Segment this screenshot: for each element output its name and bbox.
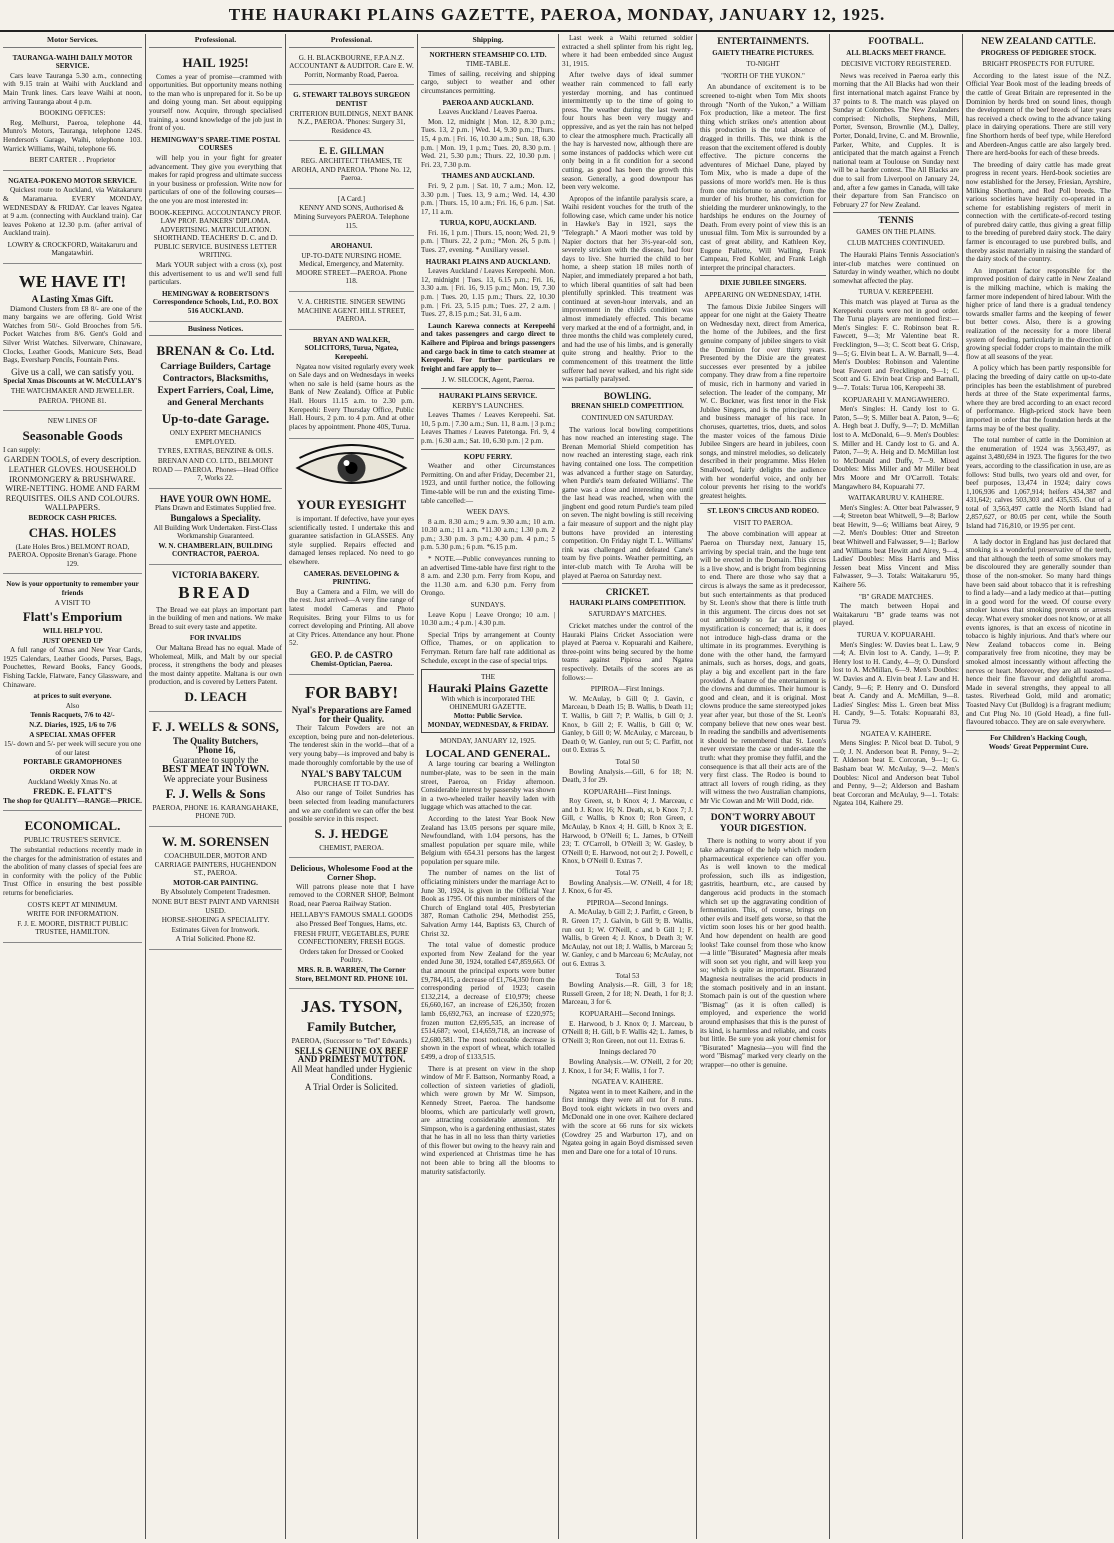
ad-holes — [3, 414, 142, 574]
route-subheading: KERBY'S LAUNCHES. — [452, 401, 524, 410]
ad-text: Their Talcum Powders are not an exception, being pure and non-deleterious. The tenderest skin in the world—that of a very young baby—is improved and baby is made thoroughly comfortable by the use of — [289, 724, 414, 767]
bowling-analysis: Bowling Analysis.—R. Gill, 3 for 18; Russell Green, 2 for 18; N. Death, 1 for 8; J. Marceau, 3 for 6. — [562, 981, 693, 1007]
article-paragraph: There is at present on view in the shop window of Mr F. Battson, Normanby Road, a collection of sixteen varieties of gladioli, which were grown by Mr W. Simpson, Kennedy Street, Paeroa. The handsome blooms, which are particularly well grown, are attracting considerable attention. Mr Simpson, who is a gardening enthusiast, states that he has in all no less than thirty varieties of this flower but owing to the heavy rain and wind experienced at Christmas time he has not been able to bring all the blooms to maturity satisfactorily. — [421, 1064, 555, 1176]
ad-address: BRENAN AND CO. LTD., BELMONT ROAD — PAEROA. Phones—Head Office 7, Works 22. — [152, 457, 279, 483]
ad-text: Reg. Melhurst, Paeroa, telephone 44. Munro's Motors, Tauranga, telephone 124S. Henderson's Garage, Waihi, telephone 103. Warrick Williams, Waihi, telephone 66. — [3, 118, 142, 153]
ad-proprietor: LOWRY & CROCKFORD, Waitakaruru and Mangatawhiri. — [7, 240, 138, 258]
ad-headline: W. M. SORENSEN — [161, 834, 270, 850]
column-entertainments — [697, 34, 830, 1539]
ad-proprietor: D. LEACH — [184, 688, 247, 704]
ad-title: AROHANUI. — [330, 242, 373, 251]
ad-text: Diamond Clusters from £8 8/- are one of the many bargains we are offering. Gold Wrist Watches from 50/-. Gold Brooches from 5/6. Pocket Watches from 8/6. Gent's Gold and Silver Wrist Watches. Silverware, Chinaware, Clocks, Leather Goods, Manicure Sets, Bead Bags, Eversharp Pencils, Fountain Pens. — [3, 304, 142, 365]
ad-text: By Absolutely Competent Tradesmen. — [160, 888, 271, 897]
column-news — [559, 34, 697, 1539]
ad-text: HORSE-SHOEING A SPECIALITY. — [161, 916, 270, 925]
ad-headline: ECONOMICAL. — [24, 818, 121, 834]
ad-text: HELLABY'S FAMOUS SMALL GOODS also Pressed Beef Tongues, Hams, etc. — [290, 911, 413, 928]
column-cattle — [963, 34, 1114, 1539]
bowling-analysis: Bowling Analysis.—W. O'Neill, 2 for 20; J. Knox, 1 for 34; F. Wallis, 1 for 7. — [562, 1057, 693, 1075]
ad-text: REG. ARCHITECT THAMES, TE AROHA, AND PAEROA. 'Phone No. 12, Paeroa. — [291, 156, 412, 183]
ad-address: HEMINGWAY & ROBERTSON'S Correspondence Schools, Ltd., P.O. BOX 516 AUCKLAND. — [152, 289, 279, 316]
match-heading: TURUA V. KEREPEEHI. — [858, 288, 934, 297]
article-paragraph: Ngatea went in to meet Kaihere, and in the first innings they were all out for 8 runs. Boyd took eight wickets in two overs and McDonald one in one over. Kaihere declared with the score at 66 runs for six wickets (Cowdrey 25 and Warburton 17), and on Ngatea going in again Boyd dismissed seven men and Dare one for a total of 10 runs. — [562, 1087, 693, 1156]
shipping-company: NORTHERN STEAMSHIP CO. LTD. — [429, 50, 547, 59]
route-heading: HAURAKI PLAINS AND AUCKLAND. — [425, 257, 551, 266]
nameplate-days: MONDAY, WEDNESDAY, & FRIDAY. — [427, 720, 549, 729]
ad-mccullay — [3, 267, 142, 411]
match-results: Men's Singles: A. Otter beat Palwasser, 9—4; Streeton beat Whitwell, 9—8; Barlow beat Hewitt, 9—6; Williams beat Airey, 9—2. Men's Doubles: Otter and Streeton beat Whitwell and Falwasser, 9—1; Barlow and Williams beat Hewitt and Airey, 9—4. Ladies' Doubles: Miss Harris and Miss Jessen beat Miss Vincent and Miss Falwasser, 9—3. Totals: Waitakaruru 95, Kaihere 56. — [833, 503, 959, 590]
column-professional-2 — [286, 34, 418, 1539]
ad-text: UP-TO-DATE NURSING HOME. Medical, Emergency, and Maternity. MOORE STREET—PAEROA. Phone 118. — [296, 251, 407, 286]
ad-public-trustee — [3, 814, 142, 943]
article-heading: NEW ZEALAND CATTLE. — [981, 37, 1096, 47]
match-heading: NGATEA V. KAIHERE. — [860, 729, 932, 738]
scorecard: E. Harwood, b J. Knox 0; J. Marceau, b O'Neill 8; H. Gill, b F. Wallis 42; L. James, b O'Neill 3; Ron Green, not out 11. Extras 6. — [562, 1019, 693, 1045]
ad-title: VICTORIA BAKERY. — [171, 569, 260, 580]
section-header: Business Notices. — [149, 325, 282, 337]
ad-text: Also our range of Toilet Sundries has been selected from leading manufacturers and we are confident we can offer the best possible service in this respect. — [289, 789, 414, 824]
ad-subtitle: SELLS GENUINE OX BEEF AND PRIMEST MUTTON. — [294, 1045, 409, 1065]
column-motor-services — [0, 34, 146, 1539]
ad-text: 15/- down and 5/- per week will secure you one of our latest — [3, 740, 142, 757]
ad-sorensen — [149, 830, 282, 950]
article-paragraph: News was received in Paeroa early this morning that the All Blacks had won their first international match against France by 37 points to 8. The match was played on Sunday at Colombes. The New Zealanders comprised: Nicholls, Stephens, Mill, Porter, Svenson, Brownlie (M.), Dalley, Porter, Donald, Irvine, C. and M. Brownlie, Parker, White, and Cupples. It is anticipated that the match against a French national team at Toulouse on Sunday next will be a harder contest. The All Blacks are due to sail from Liverpool on January 24, and, after a few games in Canada, will take their departure from San Francisco on February 27 for New Zealand. — [833, 71, 959, 209]
issue-date: MONDAY, JANUARY 12, 1925. — [440, 737, 536, 746]
ad-text: The Bread we eat plays an important part in the building of men and nations. We make Bread to suit every taste and appetite. — [149, 605, 282, 631]
ad-headline: Flatt's Emporium — [22, 609, 123, 625]
ad-warren — [289, 861, 414, 989]
ad-subtitle: THE WATCHMAKER AND JEWELLER. — [10, 387, 135, 395]
article-subheading: TO-NIGHT — [746, 60, 780, 69]
ad-headline: DON'T WORRY ABOUT YOUR DIGESTION. — [710, 813, 816, 835]
ad-subtitle: PORTABLE GRAMOPHONES — [23, 758, 122, 767]
section-header: Professional. — [289, 36, 414, 48]
match-results: The match between Hopai and Waitakaruru "B" grade teams was not played. — [833, 602, 959, 628]
ad-subtitle: WILL HELP YOU. — [42, 627, 103, 636]
ad-christie — [289, 295, 414, 330]
ad-wells — [149, 715, 282, 827]
match-heading: KOPUARAHI V. MANGAWHERO. — [842, 395, 950, 404]
ad-victoria-bakery — [149, 568, 282, 712]
match-results: This match was played at Turua as the Kerepeehi courts were not in good order. The Turua players are mentioned first:— Men's Singles: F. C. Robinson beat R. Fawcett, 9—3; Mr Valentine beat R. Frecklington, 9—3; C. Scott beat G. Crisp, 9—5; G. Elvin beat L. A. W. Barnall, 9—4. Men's Doubles: Robinson and Valentine beat Fawcett and Frecklington, 9—1; C. Scott and G. Elvin beat Crisp and Barnall, 9—7. Totals: Turua 106, Kerepeehi 38. — [833, 298, 959, 392]
route-columns: Leaves Auckland / Leaves Paeroa. — [438, 108, 538, 117]
ad-subtitle: COSTS KEPT AT MINIMUM. — [27, 900, 118, 909]
ad-address: CRITERION BUILDINGS, NEXT BANK N.Z., PAEROA. 'Phones: Surgery 31, Residence 43. — [289, 109, 414, 135]
ad-subtitle: CAMERAS. DEVELOPING & PRINTING. — [303, 569, 400, 587]
ad-headline: CHAS. HOLES — [28, 524, 117, 540]
columns — [0, 34, 1114, 1539]
ad-text: Ngatea now visited regularly every week on Sale days and on Wednesdays in weeks when no sale is held (same hours as the Bank of New Zealand). Office at Public Hall. Hours 11.15 a.m. to 2.30 p.m. Kerepeehi: Every Thursday Office, Public Hall. Hours, 2 p.m. to 4 p.m. And at other places by appointment. Phone 40S, Turua. — [289, 362, 414, 431]
ad-text: is important. If defective, have your eyes scientifically tested. I undertake this and guarantee satisfaction in GLASSES. Any style supplied. Repairs effected and damaged lenses replaced. No need to go elsewhere. — [289, 514, 414, 566]
ad-title: HEMINGWAY'S SPARE-TIME POSTAL COURSES — [150, 135, 281, 153]
ad-subtitle: Bungalows a Speciality. — [170, 512, 261, 523]
bowling-analysis: Bowling Analysis.—Gill, 6 for 18; N. Death, 3 for 29. — [562, 767, 693, 785]
ad-headline: HAIL 1925! — [182, 54, 249, 70]
article-paragraph: The Hauraki Plains Tennis Association's inter-club matches were continued on Saturday in windy weather, which no doubt somewhat affected the play. — [833, 251, 959, 285]
ad-text: Our Maltana Bread has no equal. Made of Wholemeal, Milk, and Malt by our special process, it strengthens the body and pleases the most dainty appetite. Maltana is our own production, and is covered by Letters Patent. — [149, 643, 282, 687]
section-header: Shipping. — [421, 36, 555, 48]
ad-text: ONLY EXPERT MECHANICS EMPLOYED. — [169, 429, 262, 446]
ad-headline: BREAD — [178, 582, 253, 602]
ad-talboys — [289, 88, 414, 141]
eye-icon — [289, 444, 414, 492]
ad-title: NGATEA-POKENO MOTOR SERVICE. — [8, 176, 137, 185]
route-subheading: WEEK DAYS. — [466, 508, 510, 517]
route-heading: PAEROA AND AUCKLAND. — [442, 98, 534, 107]
match-heading: TURUA V. KOPUARAHI. — [856, 631, 935, 639]
ad-proprietor: BERT CARTER . . Proprietor — [29, 156, 116, 165]
timetable-heading: TIME-TABLE. — [465, 60, 511, 69]
ad-text: N.Z. Diaries, 1925, 1/6 to 7/6 — [29, 721, 116, 730]
ad-address: W. N. CHAMBERLAIN, BUILDING CONTRACTOR, PAEROA. — [158, 541, 273, 559]
route-heading: THAMES AND AUCKLAND. — [441, 172, 535, 181]
innings-total: Innings declared 70 — [599, 1048, 656, 1057]
route-schedule: Leaves Auckland / Leaves Kerepeehi. Mon. 12, midnight | Tues. 13, 6.15 p.m.; Fri. 16, 3.30 a.m. | Fri. 16, 9.15 p.m.; Mon. 19, 7.30 p.m. | Tues. 20, 1.15 p.m.; Thurs. 22, 10.30 p.m. | Fri. 23, 5.15 p.m.; Tues. 27, 2 a.m. | Tues. 27, 8.15 p.m.; Sat. 31, 6 a.m. — [421, 267, 555, 319]
launch-note: Launch Karewa connects at Kerepeehi and takes passengers and cargo direct to Kaihere and Pipiroa and brings passengers and cargo back in time to catch steamer at Kerepeehi. For further particulars re freight and fare apply to— — [421, 321, 555, 373]
article-subheading: SATURDAY'S MATCHES. — [588, 610, 667, 619]
article-subheading: HAURAKI PLAINS COMPETITION. — [569, 598, 686, 607]
ad-text: FRESH FRUIT, VEGETABLES, PURE CONFECTIONERY, FRESH EGGS. — [293, 929, 410, 947]
ad-headline: S. J. HEDGE — [314, 825, 389, 841]
ad-title: Delicious, Wholesome Food at the Corner Shop. — [290, 863, 413, 882]
ad-address: (Late Holes Bros.) BELMONT ROAD, PAEROA. Opposite Brenan's Garage. Phone 129. — [8, 542, 137, 568]
ad-subtitle: [A Card.] — [337, 194, 366, 203]
route-schedule: Leaves Thames / Leaves Kerepeehi. Sat. 10, 5 p.m. | 7.30 a.m.; Sun. 11, 8 a.m. | 3 p.m.; Leaves Thames / Leaves Patetonga. Fri. 9, 4 p.m. | 6.30 a.m.; Sat. 10, 6.30 p.m. | 2 p.m. — [421, 411, 555, 445]
section-header: Motor Services. — [3, 36, 142, 48]
route-schedule: Leave Kopu | Leave Orongo; 10 a.m. | 10.30 a.m.; 4 p.m. | 4.30 p.m. — [421, 610, 555, 628]
article-paragraph: A large touring car bearing a Wellington number-plate, was to be seen in the main street, Paeroa, on Friday afternoon. Considerable interest by passersby was shown in a two-wheeled trailer heavily laden with luggage which was attached to the car. — [421, 760, 555, 812]
ad-text: V. A. CHRISTIE. SINGER SEWING MACHINE AGENT. HILL STREET, PAEROA. — [297, 298, 406, 324]
ad-subtitle: MOTOR-CAR PAINTING. — [173, 878, 258, 887]
article-subheading: PROGRESS OF PEDIGREE STOCK. — [980, 48, 1097, 57]
ad-blackbourne — [289, 51, 414, 86]
ad-text: A Trial Order is Solicited. — [304, 1082, 399, 1093]
article-paragraph: The total number of cattle in the Dominion at the enumeration of 1924 was 3,563,497, as against 3,480,694 in 1923. The figures for the two years, according to the classification in use, are as follows: Stud bulls, two years old and over, for beef purposes, 13,474 in 1924; dairy cows 1,106,936 and 1,067,914; heifers 434,387 and 431,642; calves 503,303 and 435,535. Out of a total of 3,563,497 cattle the North Island had 2,857,627, or 80.05 per cent, while the South Island had 716,810, or 19.95 per cent. — [966, 436, 1111, 531]
ad-address: MRS. R. B. WARREN, The Corner Store, BELMONT RD. PHONE 101. — [295, 965, 408, 983]
ad-subtitle: BOOKING OFFICES: — [39, 109, 106, 118]
ad-title: Special Xmas Discounts at W. McCULLAY'S — [3, 377, 142, 386]
ad-title: G. STEWART TALBOYS SURGEON DENTIST — [293, 91, 410, 108]
article-paragraph: A lady doctor in England has just declared that smoking is a wonderful preservative of the teeth, and that although the teeth of some smokers may be discoloured they are generally sounder than those of the non-smoker. So many hard things have been said about tobacco that it is refreshing to find a lady—and a lady medico at that—putting in a good word for the weed. Of course every smoker knows that smoking prevents or arrests decay. What every smoker does not know, or at all events ignores, is that an excess of nicotine in tobacco is highly injurious. And that's where our New Zealand tobaccos come in. Being comparatively free from nicotine, they may be smoked almost incessantly without affecting the nerves or heart. Moreover, they are all toasted—hence their fine flavour and delightful aroma. Made in several strengths, they appeal to all tastes. Riverhead Gold, mild and aromatic; Toasted Navy Cut (Bulldog) is a fragrant medium; and Cut Plug No. 10 (Gold Head), a fine full-flavoured tobacco. They are on sale everywhere. — [966, 537, 1112, 727]
ad-title: GEO. P. de CASTRO — [310, 649, 393, 660]
ad-text: Woods' Great Peppermint Cure. — [988, 743, 1089, 752]
route-schedule: Mon. 12, midnight | Mon. 12, 8.30 p.m.; Tues. 13, 2 p.m. | Wed. 14, 9.30 p.m.; Thurs. 15, 4 p.m. | Fri. 16, 10.30 a.m.; Sun. 18, 6.30 p.m. | Mon. 19, 1 p.m.; Tues. 20, 8.30 p.m. | Wed. 21, 5.30 p.m.; Thurs. 22, 10.30 p.m. | Fri. 23, 7.30 p.m. — [421, 117, 555, 169]
ad-subtitle: The shop for QUALITY—RANGE—PRICE. — [3, 796, 142, 805]
ad-title: HAVE YOUR OWN HOME. — [159, 493, 271, 504]
ad-subtitle: Nyal's Preparations are Famed for their Quality. — [291, 705, 412, 724]
ad-text: Give us a call, we can satisfy you. — [11, 366, 134, 377]
article-paragraph: The various local bowling competitions has now reached an interesting stage. The Brenan Memorial Shield competition has now reached an interesting stage, each rink having contained one loss. The competition was advanced a further stage on Saturday, when Purdie's team defeated Williams'. The game was a close and interesting one until the last head was reached, when with the jingbent end good return Purdie's team piled on seven. The night bowling is still receiving a fair measure of support and the night play buttons have provided an interesting competition. On Friday night T. L. Williams' rink was challenged and defeated Cane's team by five points. Weather permitting, an inter-club match with Te Aroha will be played at Paeroa on Saturday next. — [562, 425, 693, 580]
scorecard: Roy Green, st, b Knox 4; J. Marceau, c and b J. Knox 16; N. Death, st, b Knox 7; J. Gill, c Wallis, b Knox 0; Ron Green, c McAulay, b Knox 4; H. Gill, b Knox 3; E. Harwood, b O'Neill 6; L. James, b O'Neill 23; T. O'Carroll, b O'Neill 3; W. Gasley, b O'Neill 0; E. Harwood, not out 2; J. Powell, c Knox, b O'Neill 0. Extras 7. — [562, 797, 693, 866]
ad-text: All Building Work Undertaken. First-Class Workmanship Guaranteed. — [153, 523, 278, 541]
ad-subtitle: BEDROCK CASH PRICES. — [28, 513, 117, 522]
ad-headline: YOUR EYESIGHT — [296, 496, 407, 512]
ad-list: GARDEN TOOLS, of every description. LEATHER GLOVES. HOUSEHOLD IRONMONGERY & BRUSHWARE. WIRE-NETTING. HOME AND FARM REQUISITES. OILS AND COLOURS. WALLPAPERS. — [4, 455, 141, 513]
gazette-nameplate — [421, 669, 555, 733]
ad-text: Plans Drawn and Estimates Supplied free. — [155, 504, 276, 513]
article-paragraph: The breeding of dairy cattle has made great progress in recent years. Herd-book societies are now established for the Jersey, Friesian, Ayrshire, Milking Shorthorn, and Red Poll breeds. The various societies have heartily co-operated in a scheme for establishing registers of merit in connection with the certificate-of-record testing of purebred dairy cattle, thus giving a great fillip to the breeding of purebred dairy stock. The dairy farmer is encouraged to use purebred bulls, and thereby assist materially in raising the standard of the dairy stock of the country. — [966, 160, 1111, 264]
ad-text: There is nothing to worry about if you take advantage of the help which modern pharmaceutical experience can offer you. As is well known to the medical profession, such ills as indigestion, gastritis, heartburn, etc., are caused by dangerous acid products in the stomach which set up the aggravating condition of fermentation. This, of course, brings on other evils and itself gets worse, so that the victim soon loses his or her good health. And how dependent on health are good looks! Take counsel from those who know—a little "Bisurated" Magnesia after meals will soon set you right, and will keep you so; which is quite as important. Bisurated Magnesia neutralises the acid products in the stomach positively and in an instant. Stomach pain is out of the question where "Bismag" (as it is often called) is employed, and experience the world around emphasises that this is the purest of its kind, is harmless and reliable, and costs but little. Be sure you ask your chemist for "Bisurated" Magnesia—you will find the word "Bismag" marked very clearly on the wrapper—no other is genuine. — [700, 837, 826, 1069]
article-paragraph: According to the latest Year Book New Zealand has 13.05 persons per square mile, Newfoundland, with 1.04 persons, has the smallest population per square mile, while Belgium with 654.31 persons has the largest population per square mile. — [421, 814, 555, 866]
ad-title: BRYAN AND WALKER, SOLICITORS, Turua, Ngatea, Kerepeehi. — [304, 335, 399, 362]
article-paragraph: The total value of domestic produce exported from New Zealand for the year ended June 30, 1924, totalled £47,859,663. Of that amount the principal exports were butter £9,784,415, a decrease of £1,764,350 from the corresponding period of 1923; casein £132,214, a decrease of £10,979; cheese £6,660,167, an increase of £26,350; frozen lamb £6,692,763, an increase of £220,975; frozen mutton £2,695,535, an increase of £514,687; wool, £14,659,718, an increase of £2,680,581. The most noticeable decrease is shown in the export of wheat, which totalled £499, a drop of £133,515. — [421, 941, 555, 1061]
innings-heading: PIPIROA—Second Innings. — [586, 898, 669, 907]
nameplate-incorp: With which is incorporated THE OHINEMURI GAZETTE. — [441, 694, 535, 712]
article-subheading: ALL BLACKS MEET FRANCE. — [846, 48, 946, 57]
innings-heading: KOPUARAHI—First Innings. — [583, 787, 672, 796]
agent: J. W. SILCOCK, Agent, Paeroa. — [441, 376, 535, 385]
ad-subtitle: NYAL'S BABY TALCUM — [301, 769, 402, 780]
ad-text: For Children's Hacking Cough, — [990, 733, 1087, 742]
article-heading: CRICKET. — [605, 587, 650, 598]
match-heading: NGATEA V. KAIHERE. — [591, 1078, 664, 1087]
article-subheading: "NORTH OF THE YUKON." — [721, 71, 805, 80]
ad-list: Carriage Builders, Cartage Contractors, Blacksmiths, Expert Farriers, Coal, Lime, and General Merchants — [157, 362, 274, 409]
ad-headline: WE HAVE IT! — [18, 272, 127, 292]
ad-text: We appreciate your Business — [163, 774, 268, 785]
ad-text: PAEROA, (Successor to "Ted" Edwards.) — [291, 1037, 412, 1046]
ferry-note: Weather and other Circumstances Permitting. On and after Friday, December 21, 1923, and until further notice, the following Time-table will be run and the existing Time-table cancelled:— — [421, 462, 555, 505]
article-paragraph: The number of names on the list of officiating ministers under the marriage Act to June 30, 1924, is given in the Official Year Book as 1795. Of this number ministers of the Church of England total 405, Presbyterian 387, Roman Catholic 294, Methodist 255, Salvation Army 144, Baptists 63, Church of Christ 32. — [421, 869, 555, 938]
article-heading: LOCAL AND GENERAL. — [425, 747, 551, 760]
ad-phone: PAEROA. 'PHONE 81. — [38, 396, 107, 405]
route-heading: KOPU FERRY. — [463, 452, 513, 461]
nameplate-motto: Motto: Public Service. — [453, 711, 523, 720]
ad-subtitle: ORDER NOW — [49, 768, 96, 776]
ad-headline: F. J. Wells & Sons — [165, 785, 266, 801]
ad-text: Orders taken for Dressed or Cooked Poultry. — [299, 947, 404, 965]
route-subheading: SUNDAYS. — [470, 601, 506, 610]
ad-text: Comes a year of promise—crammed with opportunities. But opportunity means nothing to the man who is unprepared for it. So be up and doing young man. Set about equipping yourself now. Acquire, through specialised training, a sound knowledge of the job just in front of you. — [149, 72, 282, 133]
article-paragraph: Apropos of the infantile paralysis scare, a Waihi resident vouches for the truth of the following case, which came under his notice in Hawke's Bay in 1921, says the "Telegraph." A Maori mother was told by Napier doctors that her 3½-year-old son, severely stricken with the disease, had four days to live. She hurried the child to her home, a sheep station 18 miles north of Napier, and immediately prepared a hot bath, to which liberal quantities of salt had been plentifully sprinkled. This treatment was continued at seven-hour intervals, and an improvement in the child's condition was almost immediately effected. This became very marked at the end of a fortnight, and, in three months the child was completely cured, and had the use of his limbs, and is generally quite strong and healthy. Prior to the commencement of this treatment the little sufferer had never walked, and his right side was partially paralysed. — [562, 194, 693, 384]
ad-title: TAURANGA-WAIHI DAILY MOTOR SERVICE. — [12, 53, 133, 71]
ad-subtitle: A VISIT TO — [54, 598, 91, 607]
article-paragraph: An abundance of excitement is to be screened to-night when Tom Mix shoots through "North of the Yukon," a William Fox production, like a meteor. The first thing which strikes one's attention about this production is the total absence of dragged in thrills. This, we think is the reason that the excitement offered is doubly effective. The picture concerns the adventures of Michael Dane, played by Tom Mix, who is made a dupe of the passions of more world's men. He is thus from one misfortune to another, from the murder of his brother, his conviction for shielding the murderer unknowingly, to the hardships he endures on the Journey of Death. From every point of view this is an unusual film. Tom Mix is surrounded by a cast of great ability, and Kathleen Key, Eugene Pallette, Will Walling, Frank Campeau, Fred Kohler, and Frank Leigh interpret the principal characters. — [700, 83, 827, 272]
scorecard: A. McAulay, b Gill 2; J. Parfitt, c Green, b R. Green 17; J. Galvin, b Gill 9; B. Wallis, run out 1; W. O'Neill, c and b Gill 1; F. Wallis, b Green 4; J. Knox, b Death 3; W. McAulay, not out 18; J. Wallis, b Marceau 5; W. Ganley, c and b Marceau 6; McAulay, not out 6. Extras 3. — [562, 908, 693, 968]
article-subheading: VISIT TO PAEROA. — [733, 518, 793, 527]
ad-list: BOOK-KEEPING. ACCOUNTANCY PROF. LAW PROF. BANKERS' DIPLOMA. ADVERTISING. MATRICULATION. SHORTHAND. TEACHERS' D. C. and D. PUBLIC SERVICE. BUSINESS LETTER WRITING. — [149, 208, 282, 260]
ad-headline: FOR BABY! — [304, 683, 399, 703]
ad-text: Mark YOUR subject with a cross (x), post this advertisement to us and we'll send full particulars. — [149, 261, 282, 287]
ad-text: All Meat handled under Hygienic Conditions. — [291, 1063, 412, 1083]
article-paragraph: After twelve days of ideal summer weather rain commenced to fall early yesterday morning, and has continued intermittently up to the time of going to press. The weather during the last twenty-four hours has been very muggy and oppressive, and as yet the rain has not helped to clear the atmosphere much. Practically all the hay is harvested now, although there are some instances of paddocks which were cut only being in a fit condition for a second cutting, as good has been the growth this season. Generally, a good downpour has been very welcome. — [562, 71, 693, 192]
ad-subtitle: The Quality Butchers, — [172, 735, 259, 746]
innings-total: Total 75 — [615, 869, 640, 878]
ad-flatts — [3, 577, 142, 811]
ad-text: Estimates Given for Ironwork. — [171, 925, 260, 934]
column-professional — [146, 34, 286, 1539]
ad-address: F. J. E. MOORE, DISTRICT PUBLIC TRUSTEE, HAMILTON. — [17, 919, 128, 937]
ad-text: The substantial reductions recently made in the charges for the administration of estates and the abolition of many classes of special fees are in conformity with the policy of the Public Trust Office in ensuring the best possible returns for beneficiaries. — [3, 845, 142, 897]
ad-bryan-walker — [289, 333, 414, 440]
ad-text: A full range of Xmas and New Year Cards, 1925 Calendars, Leather Goods, Purses, Bags, Pouchettes, Reward Books, Fancy Goods, Fishing Tackle, Flatware, Fancy Glassware, and Chinaware. — [3, 646, 142, 689]
innings-heading: KOPUARAHI—Second Innings. — [579, 1009, 676, 1018]
masthead: THE HAURAKI PLAINS GAZETTE, PAEROA, MONDAY, JANUARY 12, 1925. — [0, 0, 1114, 32]
ad-subtitle: NEW LINES OF — [47, 417, 98, 426]
article-paragraph: An important factor responsible for the improved position of dairy cattle in New Zealand is the milking machine, which is making the farmer more independent of hired labour. With the higher price of land there is a gradual tendency towards smaller farms and the keeping of fewer but better cows. Also, there is a growing realization of the necessity for a more liberal system of feeding, particularly in the direction of growing special fodder crops to maintain the milk flow at all seasons of the year. — [966, 266, 1111, 361]
article-subheading: BRIGHT PROSPECTS FOR FUTURE. — [982, 60, 1095, 69]
article-heading: DIXIE JUBILEE SINGERS. — [719, 279, 807, 288]
ad-text: COACHBUILDER, MOTOR AND CARRIAGE PAINTERS, HUGHENDON ST., PAEROA. — [154, 852, 277, 878]
section-header: Professional. — [149, 36, 282, 48]
ad-text: A Trial Solicited. Phone 82. — [175, 935, 256, 944]
article-heading: ENTERTAINMENTS. — [717, 37, 809, 47]
ad-subtitle: FOR INVALIDS — [189, 634, 242, 643]
ad-headline: Seasonable Goods — [22, 427, 123, 443]
article-subheading: DECISIVE VICTORY REGISTERED. — [840, 60, 952, 69]
article-subheading: CONTINUED ON SATURDAY. — [581, 413, 674, 422]
article-heading: TENNIS — [878, 216, 914, 227]
article-subheading: APPEARING ON WEDNESDAY, 14TH. — [704, 291, 822, 300]
ad-text: TYRES, EXTRAS, BENZINE & OILS. — [157, 447, 274, 456]
ad-subtitle: JUST OPENED UP — [42, 636, 103, 645]
innings-heading: PIPIROA—First Innings. — [590, 685, 665, 694]
match-results: Mens Singles: P. Nicol beat D. Tubol, 9—0; J. N. Anderson beat R. Penny, 9—2; T. Alderson beat E. Corcoran, 9—1; G. Basham beat W. McAulay, 9—2. Men's Doubles: Nicol and Anderson beat Tubol and Penny, 9—2; Alderson and Basham beat Corcoran and McAulay, 9—1. Totals: Ngatea 104, Kaihere 29. — [833, 739, 959, 808]
ad-text: Cars leave Tauranga 5.30 a.m., connecting with 9.15 train at Waihi with Auckland and Main Trunk lines. Cars leave Waihi at noon, arriving Tauranga about 4 p.m. — [3, 71, 142, 106]
route-schedule: 8 a.m. 8.30 a.m.; 9 a.m. 9.30 a.m.; 10 a.m. 10.30 a.m.; 11 a.m. *11.30 a.m.; 1.30 p.m. 2 p.m.; 3.30 p.m. 3 p.m.; 4.30 p.m. 4 p.m.; 5 p.m. 5.30 p.m.; 6 p.m. *6.15 p.m. — [421, 517, 555, 552]
route-heading: TURUA, KOPU, AUCKLAND. — [439, 219, 537, 228]
article-paragraph: The famous Dixie Jubilee Singers will appear for one night at the Gaiety Theatre on Wednesday next, direct from America, the home of the Jubilees, and the first genuine company of jubilee singers to visit the Dominion for over thirty years. Presented by the Dixie are the greatest successes ever presented by a jubilee company. They draw from a fine repertoire of music, rich in harmony and varied in selection. The leader of the company, Mr W. C. Buckner, was first tenor in the Fisk Jubilee Singers, and is the principal tenor and business manager of his race. In choruses, quartettes, trios, duets, and solos the master voices of the famous Dixie Jubilee Singers are heard in jubilees, coon songs, and minstrel melodies, so delicately described in their programme. Miss Helen Smallwood, fairly delights the audience with her wonderful voice, and only her colour prevents her rising to the world's greatest heights. — [700, 302, 826, 500]
article-heading: FOOTBALL. — [868, 37, 924, 47]
ad-headline: F. J. WELLS & SONS, — [152, 718, 279, 734]
ad-tauranga-motor — [3, 51, 142, 171]
article-subheading: GAMES ON THE PLAINS. — [856, 227, 936, 236]
ad-subtitle: Family Butcher, — [306, 1019, 397, 1035]
article-paragraph: A policy which has been partly responsible for placing the breeding of dairy cattle on up-to-date principles has been the establishment of purebred herds at three of the State experimental farms, where they are bred according to an exact record of performance. High-priced stock have been imported in order that the foundation herds at the farms may be of the best quality. — [966, 364, 1111, 433]
ad-text: will help you in your fight for greater advancement. They give you everything that makes for rapid progress and ultimate success in your business or profession. Write now for particulars of one of the following courses—the one you are most interested in: — [149, 153, 282, 205]
route-schedule: Fri. 16, 1 p.m. | Thurs. 15, noon; Wed. 21, 9 p.m. | Thurs. 22, 2 p.m.; *Mon. 26, 5 p.m. | Tues. 27, evening. * Auxiliary vessel. — [421, 228, 555, 255]
column-shipping — [418, 34, 559, 1539]
ad-subtitle: A SPECIAL XMAS OFFER — [29, 730, 116, 739]
ad-hedge — [289, 678, 414, 858]
ad-text: Also — [65, 701, 80, 710]
match-heading: WAITAKARURU V. KAIHERE. — [848, 494, 944, 503]
ad-text: G. H. BLACKBOURNE, F.P.A.N.Z. ACCOUNTANT & AUDITOR. Care E. W. Porritt, Normanby Road, Paeroa. — [289, 53, 414, 79]
ad-text: Buy a Camera and a Film, we will do the rest. Just arrived—A very fine range of latest model Cameras and Photo Requisites. Bring your Films to us for correct developing and Printing. All above at City Prices. Attendance any hour. Phone 52. — [289, 587, 414, 648]
ad-headline: Up-to-date Garage. — [161, 411, 270, 427]
ad-text: KENNY AND SONS, Authorised & Mining Surveyors PAEROA. Telephone 115. — [293, 204, 410, 230]
ferry-note: Special Trips by arrangement at County Office, Thames, or on application to Ferryman. Return fare half rate additional as Schedule, except in the case of special trips. — [421, 630, 555, 665]
article-subheading: GAIETY THEATRE PICTURES. — [712, 48, 814, 57]
ad-headline: BRENAN & Co. Ltd. — [156, 343, 275, 359]
ad-subtitle: Now is your opportunity to remember your friends — [6, 580, 139, 597]
ad-subtitle: PURCHASE IT TO-DAY. — [313, 779, 390, 788]
innings-total: Total 50 — [615, 757, 640, 766]
route-heading: HAURAKI PLAINS SERVICE. — [438, 391, 538, 400]
article-subheading: CLUB MATCHES CONTINUED. — [847, 239, 945, 248]
ad-phone: 'Phone 16, — [195, 745, 236, 756]
ad-subtitle: PUBLIC TRUSTEE'S SERVICE. — [23, 836, 122, 845]
ad-text: Tennis Racquets, 7/6 to 42/- — [30, 711, 115, 720]
article-subheading: BRENAN SHIELD COMPETITION. — [571, 402, 684, 411]
ad-text: I can supply: — [3, 445, 41, 454]
timetable-note: Times of sailing, receiving and shipping cargo, subject to weather and other circumstances permitting. — [421, 69, 555, 95]
ad-arohanui — [289, 239, 414, 292]
article-paragraph: Last week a Waihi returned soldier extracted a shell splinter from his right leg, where it had been embedded since August 31, 1915. — [562, 34, 693, 68]
ad-subtitle: CHEMIST, PAEROA. — [319, 843, 384, 852]
article-paragraph: The above combination will appear at Paeroa on Thursday next, January 15, arriving by special train, and the huge tent will be erected in the Domain. This circus is a live show, and is bright from beginning to end. There are those who say that a circus is always the same as it predecessor, but such entertainments as that produced by St. Leon's show that there is little truth in this argument. The circus does not set out ambitiously so far as acting or mystification is concerned; that is, it does not introduce high-class drama or the ultimate in its programmes. Everything is done with the other hand, the farmyard animals, such as horses, dogs, and goats, play a big and excellent part in the fare provided. A feature of the entertainment is the clowns and dummies. Their humour is good and clean, and it is original. Most clowns produce the same stereotyped jokes year after year, but those of the St. Leon's company believe that new ones wear best. In reading the sandbills and advertisements it should be remembered that St. Leon's never overstate the case or under-state the truth: what they promise they fulfil, and the consequence is that all their acts are of the very first class. The Rodeo is bound to attract all lovers of rough riding, as they will witness the two Australian champions, Mr Vic Cowan and Mr Will Dodd, ride. — [700, 530, 826, 805]
ad-kenny — [289, 192, 414, 236]
article-heading: ST. LEON'S CIRCUS AND RODEO. — [707, 507, 819, 516]
ad-title: E. E. GILLMAN — [318, 146, 384, 157]
ad-brenan — [149, 339, 282, 489]
ad-tyson — [289, 992, 414, 1097]
ad-text: Guarantee to supply the — [172, 755, 259, 766]
column-sport — [830, 34, 963, 1539]
ad-subtitle: A Lasting Xmas Gift. — [31, 294, 114, 305]
ad-headline: JAS. TYSON, — [300, 997, 403, 1017]
bowling-analysis: Bowling Analysis.—W. O'Neill, 4 for 18; J. Knox, 6 for 45. — [562, 878, 693, 896]
nameplate-title: Hauraki Plains Gazette — [428, 680, 548, 695]
ad-address: PAEROA, PHONE 16. KARANGAHAKE, PHONE 70D. — [152, 803, 279, 821]
ad-subtitle: at prices to suit everyone. — [33, 692, 112, 701]
match-results: Men's Singles: W. Davies beat L. Law, 9—4; A. Elvin lost to A. Candy, 1—9; P. Henry lost to H. Candy, 4—9; O. Dunsford lost to A. McMillan, 6—9. Men's Doubles: W. Davies and A. Elvin beat J. Law and H. Candy, 9—6; P. Henry and O. Dunsford beat A. Candy and A. McMillan, 9—8. Ladies' Singles: Miss L. Green beat Miss H. Candy, 9—5. Totals: Kopuarahi 83, Turua 79. — [833, 640, 959, 726]
ad-text: NONE BUT BEST PAINT AND VARNISH USED. — [151, 898, 280, 915]
ad-subtitle: WRITE FOR INFORMATION. — [26, 910, 119, 919]
ad-de-castro — [289, 442, 414, 675]
ad-gillman — [289, 144, 414, 188]
scorecard: W. McAulay, b Gill 0; J. Gavin, c Marceau, b Death 15; B. Wallis, b Death 11; T. Wallis, b Gill 7; P. Wallis, b Gill 0; J. Knox, b Gill 2; F. Wallis, b Gill 0; W. Ganley, b Gill 0; W. McAulay, c Marceau, b Death 0; W. Ganley, run out 5; C. Parfitt, not out 0. Extras 5. — [562, 694, 693, 755]
innings-total: Total 53 — [615, 971, 640, 980]
article-paragraph: According to the latest issue of the N.Z. Official Year Book most of the leading breeds of the cattle of Great Britain are represented in the Dominion by herds bred on sound lines, though the development of the beef breeds of later years has received a check owing to the advance taking place in dairying operations. There are still very fine Shorthorn herds of beef type, while Hereford and Aberdeen-Angus cattle are also largely bred. There are herd-books for each of these breeds. — [966, 71, 1111, 158]
match-results: Men's Singles: H. Candy lost to G. Paton, 5—9; S. Miller beat A. Paton, 9—6; A. Hegh beat J. Duffy, 9—7; D. McMillan lost to A. McDonald, 6—9. Men's Doubles: S. Miller and H. Candy lost to G. and A. Paton, 7—9; A. Heig and D. McMillan lost to McDonald and Duffy, 7—9. Mixed Doubles: Miss Miller and Mr Miller beat Mrs Moore and Mr O'Carroll. Totals: Mangawhero 84, Kopuarahi 77. — [833, 405, 959, 491]
ad-text: Auckland Weekly Xmas No. at — [27, 777, 118, 786]
ad-pokeno-motor — [3, 174, 142, 264]
article-heading: BOWLING. — [603, 390, 652, 401]
ad-text: Will patrons please note that I have removed to the CORNER SHOP, Belmont Road, near Paeroa Railway Station. — [289, 882, 414, 908]
match-heading: "B" GRADE MATCHES. — [858, 592, 934, 601]
ad-hemingway — [149, 51, 282, 322]
ad-title: FREDK. E. FLATT'S — [33, 786, 112, 797]
ad-subtitle: Chemist-Optician, Paeroa. — [310, 660, 393, 669]
article-paragraph: Cricket matches under the control of the Hauraki Plains Cricket Association were played at Paeroa v. Kopuarahi and Kaihere, three-point wins being secured by the home teams against Pipiroa and Ngatea respectively. Details of the scores are as follows:— — [562, 622, 693, 682]
route-schedule: Fri. 9, 2 p.m. | Sat. 10, 7 a.m.; Mon. 12, 3.30 p.m. | Tues. 13, 9 a.m.; Wed. 14, 4.30 p.m. | Thurs. 15, 10 a.m.; Fri. 16, 6 p.m. | Sat. 17, 11 a.m. — [421, 181, 555, 216]
ad-subtitle: BEST MEAT IN TOWN. — [162, 763, 269, 775]
nameplate-the: THE — [481, 673, 495, 682]
ad-chamberlain — [149, 492, 282, 565]
ferry-note: * NOTE.—Public conveyances running to an advertised Time-table have first right to the 8 a.m. and 2.30 p.m. Ferry from Kopu, and the 11.30 a.m. and 6.30 p.m. Ferry from Orongo. — [421, 555, 555, 598]
ad-text: Quickest route to Auckland, via Waitakaruru & Maramarua. EVERY MONDAY, WEDNESDAY & FRIDAY. Car leaves Ngatea at 9 a.m. (connecting with Auckland train). Car leaves Pokeno at 12.30 p.m. (after arrival of Auckland train). — [3, 186, 142, 238]
